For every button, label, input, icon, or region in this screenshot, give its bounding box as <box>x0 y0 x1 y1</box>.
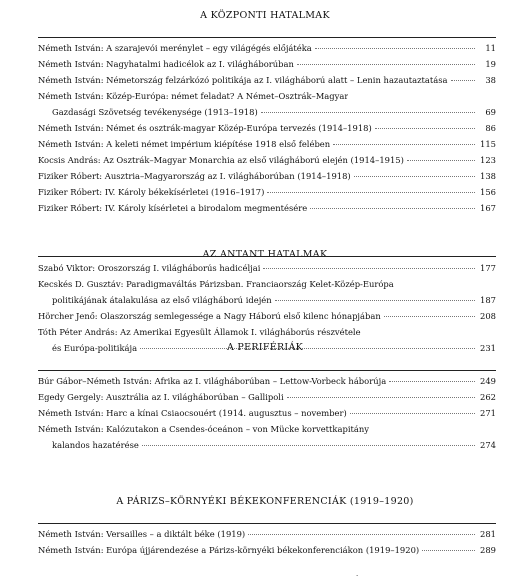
toc-page-number: 289 <box>480 545 496 555</box>
toc-entry-continuation <box>38 439 496 455</box>
toc-entry-title: Egedy Gergely: Ausztrália az I. világháborúban – Gallipoli <box>38 392 284 402</box>
toc-entry-title: Kecskés D. Gusztáv: Paradigmaváltás Párizsban. Franciaország Kelet-Közép-Európa <box>38 279 394 289</box>
toc-entry-title: Németh István: Kalózutakon a Csendes-óceánon – von Mücke korvettkapitány <box>38 424 369 434</box>
toc-entry <box>38 202 496 218</box>
toc-entry <box>38 278 496 310</box>
toc-leader-dots <box>287 397 475 398</box>
section-rule <box>38 256 496 257</box>
toc-entry-line <box>38 310 496 326</box>
toc-entry-title: Németh István: Közép-Európa: német feladat? A Német–Osztrák–Magyar <box>38 91 349 101</box>
toc-entry-line <box>38 90 496 106</box>
toc-entry-line <box>38 391 496 407</box>
section-rule <box>38 523 496 524</box>
section-title-peripheries: A PERIFÉRIÁK <box>226 342 304 353</box>
toc-entry <box>38 262 496 278</box>
toc-leader-dots <box>375 128 475 129</box>
toc-entry-line <box>38 138 496 154</box>
toc-entry-line <box>38 42 496 58</box>
toc-entry-title: Németh István: A keleti német impérium kiépítése 1918 első felében <box>38 139 331 149</box>
toc-entry <box>38 375 496 391</box>
toc-page-number: 262 <box>480 392 496 402</box>
toc-entry-line <box>38 202 496 218</box>
toc-entry-line <box>38 278 496 294</box>
toc-entry <box>38 154 496 170</box>
toc-leader-dots <box>263 268 475 269</box>
toc-entry-line <box>38 74 496 90</box>
toc-entry <box>38 407 496 423</box>
toc-entry <box>38 90 496 122</box>
toc-entry-title: Gazdasági Szövetség tevékenysége (1913–1918) <box>52 107 258 117</box>
toc-entry-title: és Európa-politikája <box>52 343 138 353</box>
toc-page-number: 138 <box>480 171 496 181</box>
toc-page-number: 271 <box>480 408 496 418</box>
toc-entry <box>38 423 496 455</box>
section-title-entente-powers: AZ ANTANT HATALMAK <box>202 249 328 260</box>
toc-entry-title: Németh István: Harc a kínai Csiaocsouért (1914. augusztus – november) <box>38 408 347 418</box>
toc-page-number: 249 <box>480 376 496 386</box>
section-rule <box>38 37 496 38</box>
page-mark: · <box>356 572 359 580</box>
section-peripheries <box>38 375 496 455</box>
toc-entry <box>38 42 496 58</box>
toc-leader-dots <box>407 160 475 161</box>
toc-page-number: 274 <box>480 440 496 450</box>
toc-entry-line <box>38 58 496 74</box>
toc-page-number: 38 <box>485 75 496 85</box>
toc-page-number: 208 <box>480 311 496 321</box>
section-central-powers <box>38 42 496 218</box>
toc-leader-dots <box>310 208 475 209</box>
toc-entry-line <box>38 326 496 342</box>
toc-entry <box>38 186 496 202</box>
toc-page-number: 177 <box>480 263 496 273</box>
toc-entry-title: politikájának átalakulása az első világháború idején <box>52 295 272 305</box>
toc-page-number: 187 <box>480 295 496 305</box>
toc-entry <box>38 310 496 326</box>
toc-entry-title: Fiziker Róbert: IV. Károly kísérletei a birodalom megmentésére <box>38 203 308 213</box>
toc-leader-dots <box>422 550 475 551</box>
toc-entry-title: Kocsis András: Az Osztrák–Magyar Monarchia az első világháború elején (1914–1915) <box>38 155 404 165</box>
toc-entry <box>38 391 496 407</box>
toc-entry-line <box>38 528 496 544</box>
toc-leader-dots <box>315 48 475 49</box>
toc-entry-title: Németh István: Nagyhatalmi hadicélok az I. világháborúban <box>38 59 294 69</box>
toc-leader-dots <box>451 80 475 81</box>
toc-leader-dots <box>389 381 475 382</box>
toc-entry <box>38 122 496 138</box>
toc-entry-title: Szabó Viktor: Oroszország I. világháborús hadicéljai <box>38 263 261 273</box>
toc-leader-dots <box>297 64 475 65</box>
toc-entry-title: Hörcher Jenő: Olaszország semlegessége a Nagy Háború első kilenc hónapjában <box>38 311 381 321</box>
toc-leader-dots <box>248 534 475 535</box>
toc-page-number: 19 <box>485 59 496 69</box>
toc-page-number: 281 <box>480 529 496 539</box>
toc-leader-dots <box>261 112 475 113</box>
toc-leader-dots <box>354 176 475 177</box>
section-title-peace-conferences: A PÁRIZS–KÖRNYÉKI BÉKEKONFERENCIÁK (1919–1920) <box>116 496 414 507</box>
toc-entry-title: Németh István: Versailles – a diktált béke (1919) <box>38 529 246 539</box>
toc-entry-title: Fiziker Róbert: Ausztria–Magyarország az I. világháborúban (1914–1918) <box>38 171 351 181</box>
toc-entry <box>38 74 496 90</box>
toc-entry-title: Tóth Péter András: Az Amerikai Egyesült Államok I. világháborús részvétele <box>38 327 361 337</box>
toc-entry <box>38 544 496 560</box>
toc-entry-title: Németh István: Európa újjárendezése a Párizs-környéki békekonferenciákon (1919–1920) <box>38 545 420 555</box>
toc-entry-continuation <box>38 294 496 310</box>
toc-entry-line <box>38 154 496 170</box>
toc-entry-continuation <box>38 106 496 122</box>
toc-page-number: 69 <box>485 107 496 117</box>
section-rule <box>38 370 496 371</box>
toc-entry <box>38 528 496 544</box>
toc-page-number: 231 <box>480 343 496 353</box>
toc-page-number: 156 <box>480 187 496 197</box>
toc-entry-title: Németh István: Német és osztrák-magyar Közép-Európa tervezés (1914–1918) <box>38 123 372 133</box>
toc-entry-line <box>38 375 496 391</box>
toc-entry <box>38 170 496 186</box>
toc-entry-line <box>38 407 496 423</box>
section-title-central-powers: A KÖZPONTI HATALMAK <box>200 10 330 21</box>
toc-page-number: 115 <box>480 139 496 149</box>
toc-page-number: 123 <box>480 155 496 165</box>
toc-leader-dots <box>142 445 475 446</box>
toc-entry-title: Németh István: Németország felzárkózó politikája az I. világháború alatt – Lenin hazautaztatása <box>38 75 448 85</box>
toc-entry-title: Németh István: A szarajevói merénylet – egy világégés előjátéka <box>38 43 312 53</box>
toc-leader-dots <box>333 144 475 145</box>
toc-entry-line <box>38 170 496 186</box>
toc-entry-title: kalandos hazatérése <box>52 440 139 450</box>
toc-entry-title: Fiziker Róbert: IV. Károly békekísérletei (1916–1917) <box>38 187 265 197</box>
toc-entry-line <box>38 186 496 202</box>
toc-entry-title: Búr Gábor–Németh István: Afrika az I. világháborúban – Lettow-Vorbeck háborúja <box>38 376 387 386</box>
toc-entry <box>38 58 496 74</box>
toc-leader-dots <box>350 413 475 414</box>
toc-entry-line <box>38 544 496 560</box>
toc-leader-dots <box>267 192 475 193</box>
toc-leader-dots <box>275 300 475 301</box>
toc-page-number: 86 <box>485 123 496 133</box>
toc-page-number: 11 <box>485 43 496 53</box>
toc-entry-line <box>38 262 496 278</box>
toc-entry-line <box>38 122 496 138</box>
toc-entry-line <box>38 423 496 439</box>
section-peace-conferences <box>38 528 496 560</box>
toc-leader-dots <box>384 316 475 317</box>
toc-page-number: 167 <box>480 203 496 213</box>
toc-entry <box>38 138 496 154</box>
